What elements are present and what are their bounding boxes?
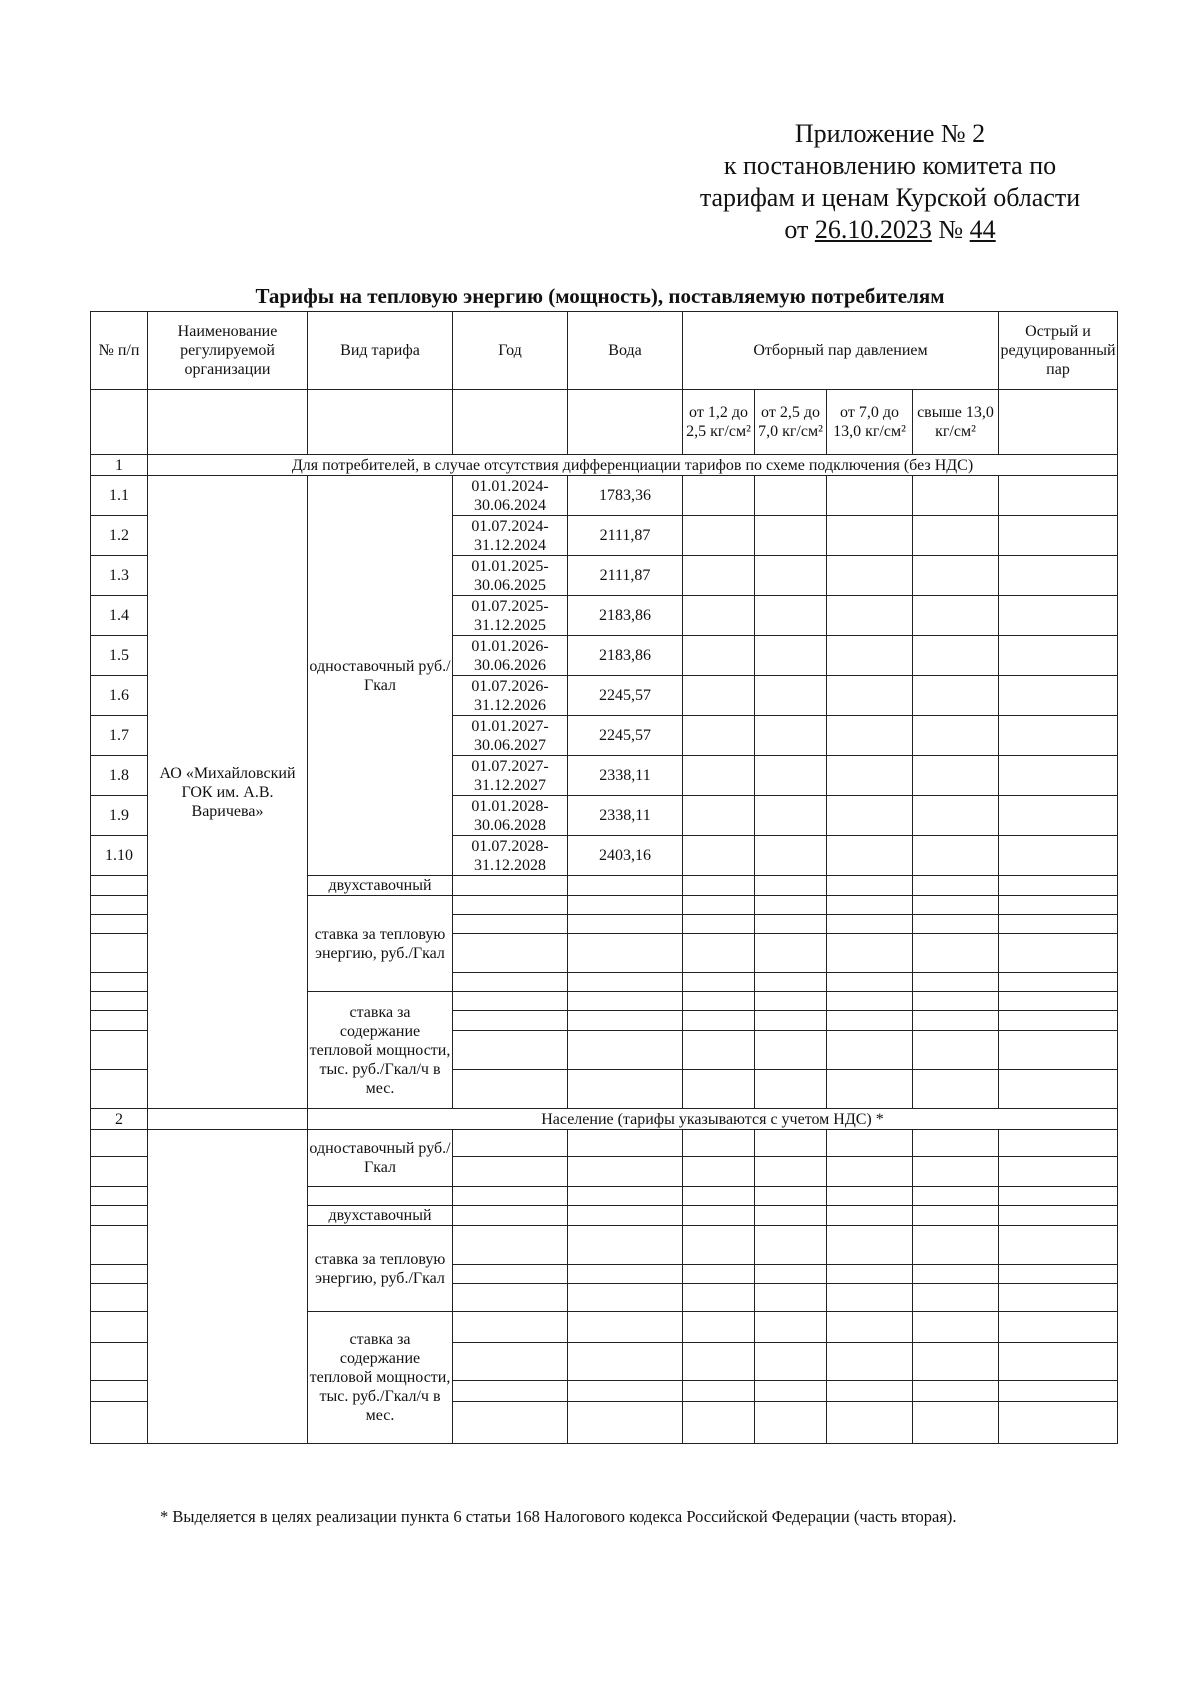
empty-cell	[755, 896, 827, 915]
row-number: 1.4	[91, 596, 148, 636]
section1-rows	[91, 476, 1118, 1109]
empty-cell	[568, 1011, 683, 1031]
empty-cell	[827, 716, 913, 756]
empty-cell	[999, 390, 1118, 455]
table-row	[91, 1130, 1118, 1157]
row-number: 1.8	[91, 756, 148, 796]
period-cell: 01.01.2025- 30.06.2025	[453, 556, 568, 596]
empty-cell	[827, 1130, 913, 1157]
empty-cell	[453, 1226, 568, 1265]
empty-cell	[827, 1402, 913, 1444]
empty-cell	[568, 1187, 683, 1206]
empty-cell	[755, 676, 827, 716]
footnote: * Выделяется в целях реализации пункта 6 статьи 168 Налогового кодекса Российской Федерации (часть вторая).	[160, 1507, 957, 1526]
empty-cell	[827, 756, 913, 796]
appendix-ref-line: к постановлению комитета по	[723, 151, 1057, 180]
empty-cell	[453, 390, 568, 455]
empty-cell	[91, 1187, 148, 1206]
empty-cell	[453, 934, 568, 973]
empty-cell	[755, 556, 827, 596]
row-number: 1.6	[91, 676, 148, 716]
empty-cell	[827, 1187, 913, 1206]
empty-cell	[913, 1011, 999, 1031]
empty-cell	[568, 992, 683, 1011]
empty-cell	[913, 1343, 999, 1381]
empty-cell	[827, 1206, 913, 1226]
empty-cell	[91, 1206, 148, 1226]
empty-cell	[913, 1206, 999, 1226]
appendix-no-sign: №	[938, 215, 964, 244]
empty-cell	[453, 973, 568, 992]
empty-cell	[755, 1011, 827, 1031]
header-pressure-3: от 7,0 до 13,0 кг/см²	[827, 390, 913, 455]
empty-cell	[913, 1265, 999, 1284]
empty-cell	[913, 756, 999, 796]
empty-cell	[91, 1343, 148, 1381]
empty-cell	[91, 390, 148, 455]
empty-cell	[568, 973, 683, 992]
empty-cell	[999, 1187, 1118, 1206]
empty-cell	[683, 973, 755, 992]
empty-cell	[755, 915, 827, 934]
empty-cell	[91, 1312, 148, 1343]
empty-cell	[913, 636, 999, 676]
header-year: Год	[453, 312, 568, 390]
empty-cell	[827, 1157, 913, 1187]
appendix-from: от	[784, 215, 809, 244]
empty-cell	[755, 836, 827, 876]
row-number: 1.2	[91, 516, 148, 556]
period-cell: 01.07.2026- 31.12.2026	[453, 676, 568, 716]
single-rate-label: одноставочный руб./Гкал	[308, 476, 453, 876]
single-rate-label: одноставочный руб./Гкал	[308, 1130, 453, 1187]
water-tariff-value: 2245,57	[568, 716, 683, 756]
empty-cell	[568, 1130, 683, 1157]
empty-cell	[999, 1157, 1118, 1187]
empty-cell	[453, 896, 568, 915]
empty-cell	[913, 934, 999, 973]
water-tariff-value: 2183,86	[568, 596, 683, 636]
empty-cell	[755, 1284, 827, 1312]
empty-cell	[683, 915, 755, 934]
empty-cell	[999, 556, 1118, 596]
empty-cell	[755, 973, 827, 992]
empty-cell	[999, 756, 1118, 796]
empty-cell	[568, 876, 683, 896]
empty-cell	[913, 516, 999, 556]
empty-cell	[755, 596, 827, 636]
period-cell: 01.07.2028- 31.12.2028	[453, 836, 568, 876]
header-org: Наименование регулируемой организации	[148, 312, 308, 390]
empty-cell	[453, 1206, 568, 1226]
empty-cell	[755, 756, 827, 796]
empty-cell	[913, 556, 999, 596]
empty-cell	[91, 896, 148, 915]
header-pressure-2: от 2,5 до 7,0 кг/см²	[755, 390, 827, 455]
empty-cell	[148, 1109, 308, 1130]
empty-cell	[999, 676, 1118, 716]
empty-cell	[999, 934, 1118, 973]
empty-cell	[999, 896, 1118, 915]
header-pressure-1: от 1,2 до 2,5 кг/см²	[683, 390, 755, 455]
empty-cell	[755, 716, 827, 756]
empty-cell	[568, 1206, 683, 1226]
empty-cell	[683, 476, 755, 516]
empty-cell	[453, 1284, 568, 1312]
empty-cell	[827, 796, 913, 836]
organization-name: АО «Михайловский ГОК им. А.В. Варичева»	[148, 476, 308, 1109]
empty-cell	[827, 1011, 913, 1031]
empty-cell	[999, 992, 1118, 1011]
empty-cell	[568, 896, 683, 915]
empty-cell	[913, 676, 999, 716]
empty-cell	[453, 876, 568, 896]
empty-cell	[913, 1402, 999, 1444]
empty-cell	[755, 1226, 827, 1265]
empty-cell	[999, 516, 1118, 556]
row-number: 1.7	[91, 716, 148, 756]
empty-cell	[308, 390, 453, 455]
empty-cell	[91, 1381, 148, 1402]
appendix-header	[640, 118, 1140, 246]
empty-cell	[827, 516, 913, 556]
header-steam: Отборный пар давлением	[683, 312, 999, 390]
empty-cell	[913, 992, 999, 1011]
empty-cell	[913, 1130, 999, 1157]
empty-cell	[683, 992, 755, 1011]
water-tariff-value: 2338,11	[568, 756, 683, 796]
empty-cell	[827, 476, 913, 516]
empty-cell	[568, 1070, 683, 1109]
tariff-table	[90, 311, 1118, 1444]
empty-cell	[683, 1011, 755, 1031]
section2-caption: Население (тарифы указываются с учетом НДС) *	[308, 1109, 1118, 1130]
empty-cell	[913, 796, 999, 836]
water-tariff-value: 2338,11	[568, 796, 683, 836]
empty-cell	[827, 556, 913, 596]
empty-cell	[683, 1226, 755, 1265]
empty-cell	[568, 1312, 683, 1343]
section1-num: 1	[91, 455, 148, 476]
empty-cell	[755, 636, 827, 676]
empty-cell	[683, 1206, 755, 1226]
empty-cell	[453, 992, 568, 1011]
empty-cell	[683, 896, 755, 915]
empty-cell	[755, 1381, 827, 1402]
water-tariff-value: 2403,16	[568, 836, 683, 876]
empty-cell	[913, 596, 999, 636]
empty-cell	[913, 1226, 999, 1265]
empty-cell	[683, 716, 755, 756]
empty-cell	[683, 596, 755, 636]
empty-cell	[568, 1284, 683, 1312]
empty-cell	[827, 1343, 913, 1381]
empty-cell	[913, 1187, 999, 1206]
empty-cell	[827, 1226, 913, 1265]
empty-cell	[913, 876, 999, 896]
empty-cell	[453, 1070, 568, 1109]
empty-cell	[91, 1031, 148, 1070]
empty-cell	[568, 1402, 683, 1444]
empty-cell	[999, 973, 1118, 992]
empty-cell	[913, 1157, 999, 1187]
header-num: № п/п	[91, 312, 148, 390]
section2-num: 2	[91, 1109, 148, 1130]
period-cell: 01.07.2027- 31.12.2027	[453, 756, 568, 796]
empty-cell	[453, 1031, 568, 1070]
empty-cell	[683, 516, 755, 556]
empty-cell	[913, 476, 999, 516]
empty-cell	[683, 836, 755, 876]
empty-cell	[999, 476, 1118, 516]
empty-cell	[827, 876, 913, 896]
empty-cell	[568, 1226, 683, 1265]
water-tariff-value: 2111,87	[568, 556, 683, 596]
empty-cell	[827, 1312, 913, 1343]
empty-cell	[568, 1157, 683, 1187]
table-title: Тарифы на тепловую энергию (мощность), поставляемую потребителям	[255, 284, 945, 308]
empty-cell	[91, 1070, 148, 1109]
resolution-number: 44	[969, 215, 996, 244]
row-number: 1.1	[91, 476, 148, 516]
empty-cell	[453, 1312, 568, 1343]
empty-cell	[683, 1381, 755, 1402]
empty-cell	[913, 716, 999, 756]
period-cell: 01.01.2028- 30.06.2028	[453, 796, 568, 836]
empty-cell	[913, 836, 999, 876]
empty-cell	[91, 1130, 148, 1157]
empty-cell	[999, 1265, 1118, 1284]
water-tariff-value: 2183,86	[568, 636, 683, 676]
empty-cell	[683, 1265, 755, 1284]
empty-cell	[91, 1284, 148, 1312]
empty-cell	[999, 1011, 1118, 1031]
empty-cell	[453, 1187, 568, 1206]
empty-cell	[568, 1343, 683, 1381]
empty-cell	[755, 1031, 827, 1070]
empty-cell	[827, 1031, 913, 1070]
energy-rate-label: ставка за тепловую энергию, руб./Гкал	[308, 896, 453, 992]
period-cell: 01.07.2024- 31.12.2024	[453, 516, 568, 556]
empty-cell	[683, 1312, 755, 1343]
empty-cell	[999, 1402, 1118, 1444]
row-number: 1.5	[91, 636, 148, 676]
empty-cell	[755, 992, 827, 1011]
period-cell: 01.07.2025- 31.12.2025	[453, 596, 568, 636]
empty-cell	[453, 1130, 568, 1157]
empty-cell	[755, 934, 827, 973]
section2-rows	[91, 1130, 1118, 1444]
resolution-date: 26.10.2023	[814, 215, 932, 244]
empty-cell	[683, 756, 755, 796]
empty-cell	[913, 1312, 999, 1343]
empty-cell	[827, 676, 913, 716]
empty-cell	[91, 973, 148, 992]
empty-cell	[827, 915, 913, 934]
empty-cell	[568, 1031, 683, 1070]
row-number: 1.9	[91, 796, 148, 836]
empty-cell	[999, 1284, 1118, 1312]
empty-cell	[91, 1157, 148, 1187]
empty-cell	[999, 596, 1118, 636]
empty-cell	[999, 1031, 1118, 1070]
empty-cell	[913, 915, 999, 934]
empty-cell	[683, 556, 755, 596]
capacity-rate-label: ставка за содержание тепловой мощности, тыс. руб./Гкал/ч в мес.	[308, 992, 453, 1109]
empty-cell	[453, 1265, 568, 1284]
empty-cell	[827, 1070, 913, 1109]
empty-cell	[827, 1284, 913, 1312]
empty-cell	[148, 390, 308, 455]
empty-cell	[755, 1312, 827, 1343]
empty-cell	[453, 1011, 568, 1031]
empty-cell	[999, 1312, 1118, 1343]
row-number: 1.10	[91, 836, 148, 876]
empty-cell	[91, 1011, 148, 1031]
empty-cell	[999, 876, 1118, 896]
empty-cell	[568, 1265, 683, 1284]
empty-cell	[755, 1130, 827, 1157]
empty-cell	[755, 1070, 827, 1109]
empty-cell	[91, 992, 148, 1011]
empty-cell	[999, 1130, 1118, 1157]
empty-cell	[683, 676, 755, 716]
empty-cell	[913, 1031, 999, 1070]
empty-cell	[755, 1265, 827, 1284]
empty-cell	[755, 1157, 827, 1187]
empty-cell	[755, 1206, 827, 1226]
empty-cell	[453, 1402, 568, 1444]
empty-cell	[755, 516, 827, 556]
empty-cell	[827, 896, 913, 915]
empty-cell	[827, 1381, 913, 1402]
empty-cell	[683, 1130, 755, 1157]
empty-cell	[999, 915, 1118, 934]
empty-cell	[683, 876, 755, 896]
empty-cell	[568, 1381, 683, 1402]
empty-cell	[755, 1187, 827, 1206]
capacity-rate-label: ставка за содержание тепловой мощности, тыс. руб./Гкал/ч в мес.	[308, 1312, 453, 1444]
empty-cell	[999, 1226, 1118, 1265]
empty-cell	[453, 1157, 568, 1187]
empty-cell	[683, 934, 755, 973]
organization-cell	[148, 1130, 308, 1444]
empty-cell	[827, 636, 913, 676]
empty-cell	[91, 915, 148, 934]
empty-cell	[755, 1402, 827, 1444]
empty-cell	[683, 636, 755, 676]
empty-cell	[683, 796, 755, 836]
empty-cell	[827, 934, 913, 973]
empty-cell	[683, 1157, 755, 1187]
empty-cell	[683, 1031, 755, 1070]
energy-rate-label: ставка за тепловую энергию, руб./Гкал	[308, 1226, 453, 1312]
empty-cell	[827, 836, 913, 876]
empty-cell	[999, 1343, 1118, 1381]
water-tariff-value: 2111,87	[568, 516, 683, 556]
empty-cell	[913, 973, 999, 992]
empty-cell	[999, 716, 1118, 756]
water-tariff-value: 1783,36	[568, 476, 683, 516]
empty-cell	[683, 1284, 755, 1312]
empty-cell	[999, 1070, 1118, 1109]
header-water: Вода	[568, 312, 683, 390]
header-tariff-type: Вид тарифа	[308, 312, 453, 390]
empty-cell	[683, 1343, 755, 1381]
empty-cell	[568, 390, 683, 455]
empty-cell	[755, 1343, 827, 1381]
empty-cell	[827, 596, 913, 636]
appendix-date-line	[640, 214, 1140, 246]
empty-cell	[999, 836, 1118, 876]
empty-cell	[91, 876, 148, 896]
empty-cell	[683, 1402, 755, 1444]
empty-cell	[308, 1187, 453, 1206]
empty-cell	[453, 1381, 568, 1402]
header-pressure-4: свыше 13,0 кг/см²	[913, 390, 999, 455]
empty-cell	[999, 1381, 1118, 1402]
empty-cell	[91, 934, 148, 973]
header-sharp-steam: Острый и редуцированный пар	[999, 312, 1118, 390]
empty-cell	[755, 476, 827, 516]
empty-cell	[91, 1265, 148, 1284]
section1-caption: Для потребителей, в случае отсутствия дифференциации тарифов по схеме подключения (без НДС)	[148, 455, 1118, 476]
row-number: 1.3	[91, 556, 148, 596]
empty-cell	[755, 876, 827, 896]
period-cell: 01.01.2024- 30.06.2024	[453, 476, 568, 516]
two-rate-label: двухставочный	[308, 1206, 453, 1226]
empty-cell	[999, 636, 1118, 676]
empty-cell	[827, 973, 913, 992]
period-cell: 01.01.2026- 30.06.2026	[453, 636, 568, 676]
empty-cell	[999, 1206, 1118, 1226]
appendix-number: Приложение № 2	[794, 119, 986, 148]
empty-cell	[913, 1070, 999, 1109]
empty-cell	[999, 796, 1118, 836]
empty-cell	[683, 1187, 755, 1206]
two-rate-label: двухставочный	[308, 876, 453, 896]
empty-cell	[568, 934, 683, 973]
water-tariff-value: 2245,57	[568, 676, 683, 716]
empty-cell	[913, 896, 999, 915]
empty-cell	[913, 1381, 999, 1402]
empty-cell	[453, 915, 568, 934]
empty-cell	[827, 1265, 913, 1284]
empty-cell	[91, 1402, 148, 1444]
empty-cell	[91, 1226, 148, 1265]
appendix-committee-line: тарифам и ценам Курской области	[699, 183, 1081, 212]
empty-cell	[755, 796, 827, 836]
period-cell: 01.01.2027- 30.06.2027	[453, 716, 568, 756]
empty-cell	[568, 915, 683, 934]
empty-cell	[683, 1070, 755, 1109]
empty-cell	[827, 992, 913, 1011]
tariff-row	[91, 476, 1118, 516]
empty-cell	[913, 1284, 999, 1312]
empty-cell	[453, 1343, 568, 1381]
